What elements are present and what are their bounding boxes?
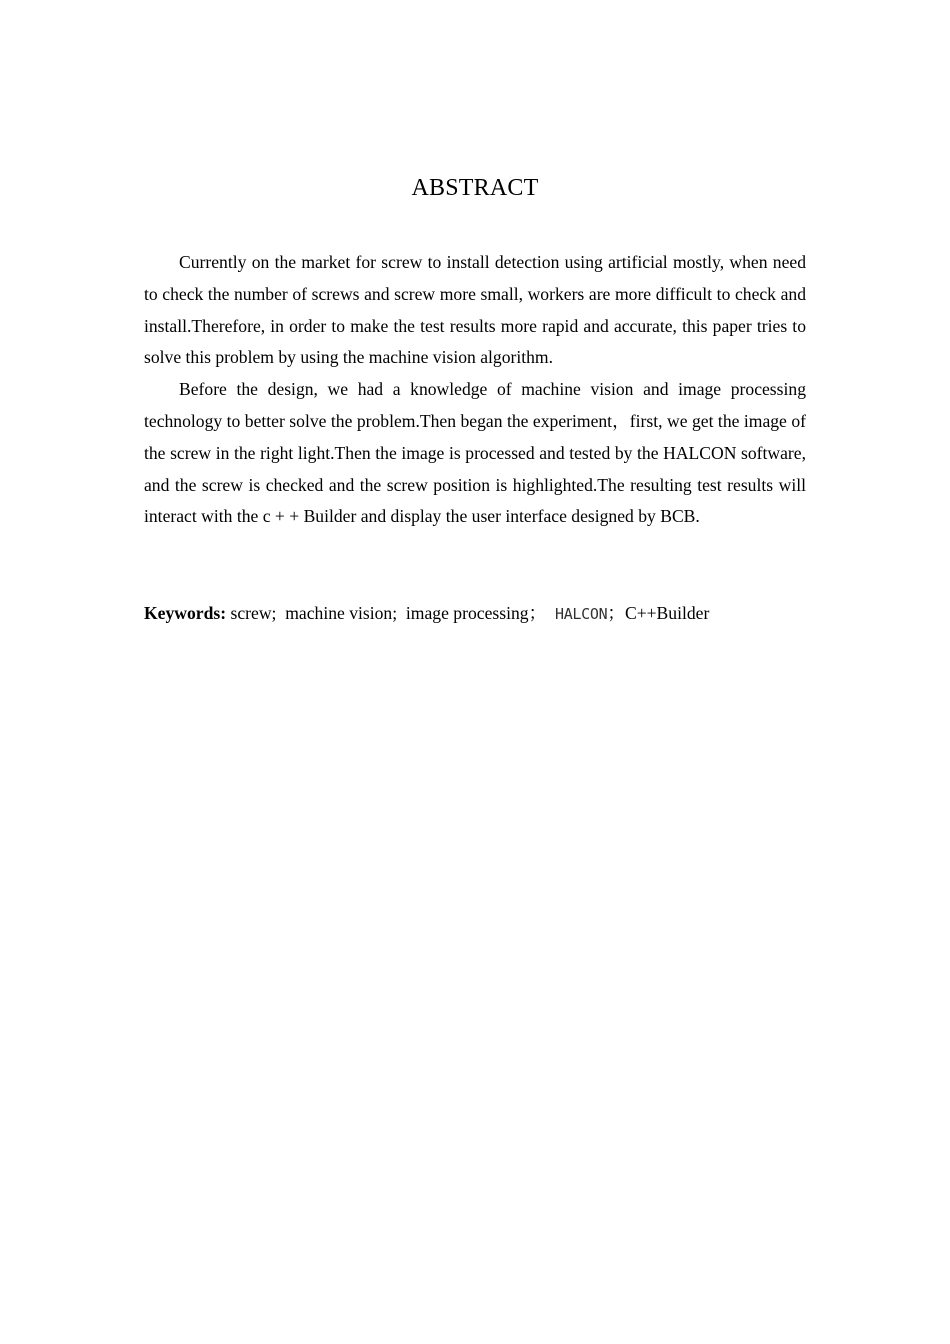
abstract-title: ABSTRACT xyxy=(411,175,539,201)
keyword-item: image processing xyxy=(405,603,529,623)
abstract-paragraph-2: Before the design, we had a knowledge of machine vision and image processing technology to better solve the problem.Then began the experiment，first, we get the image of the screw in the right light.Then the image is processed and tested by the HALCON software, and the screw is checked and the screw position is highlighted.The resulting test results will interact with the c + + Builder and display the user interface designed by BCB. xyxy=(144,379,806,527)
keyword-separator: ； xyxy=(528,603,555,623)
keyword-separator: ; xyxy=(392,603,406,623)
keyword-item: screw xyxy=(230,603,272,623)
keyword-separator: ; xyxy=(271,603,286,623)
keyword-item: C++Builder xyxy=(624,603,710,623)
keyword-item: HALCON xyxy=(554,605,608,623)
abstract-body xyxy=(144,247,806,533)
keywords-label: Keywords: xyxy=(144,603,227,623)
keywords-line xyxy=(144,597,806,630)
keyword-separator: ； xyxy=(607,603,625,623)
abstract-paragraph-1: Currently on the market for screw to install detection using artificial mostly, when need to check the number of screws and screw more small, workers are more difficult to check and install.Therefore, in order to make the test results more rapid and accurate, this paper tries to solve this problem by using the machine vision algorithm. xyxy=(144,252,806,368)
keyword-item: machine vision xyxy=(285,603,393,623)
